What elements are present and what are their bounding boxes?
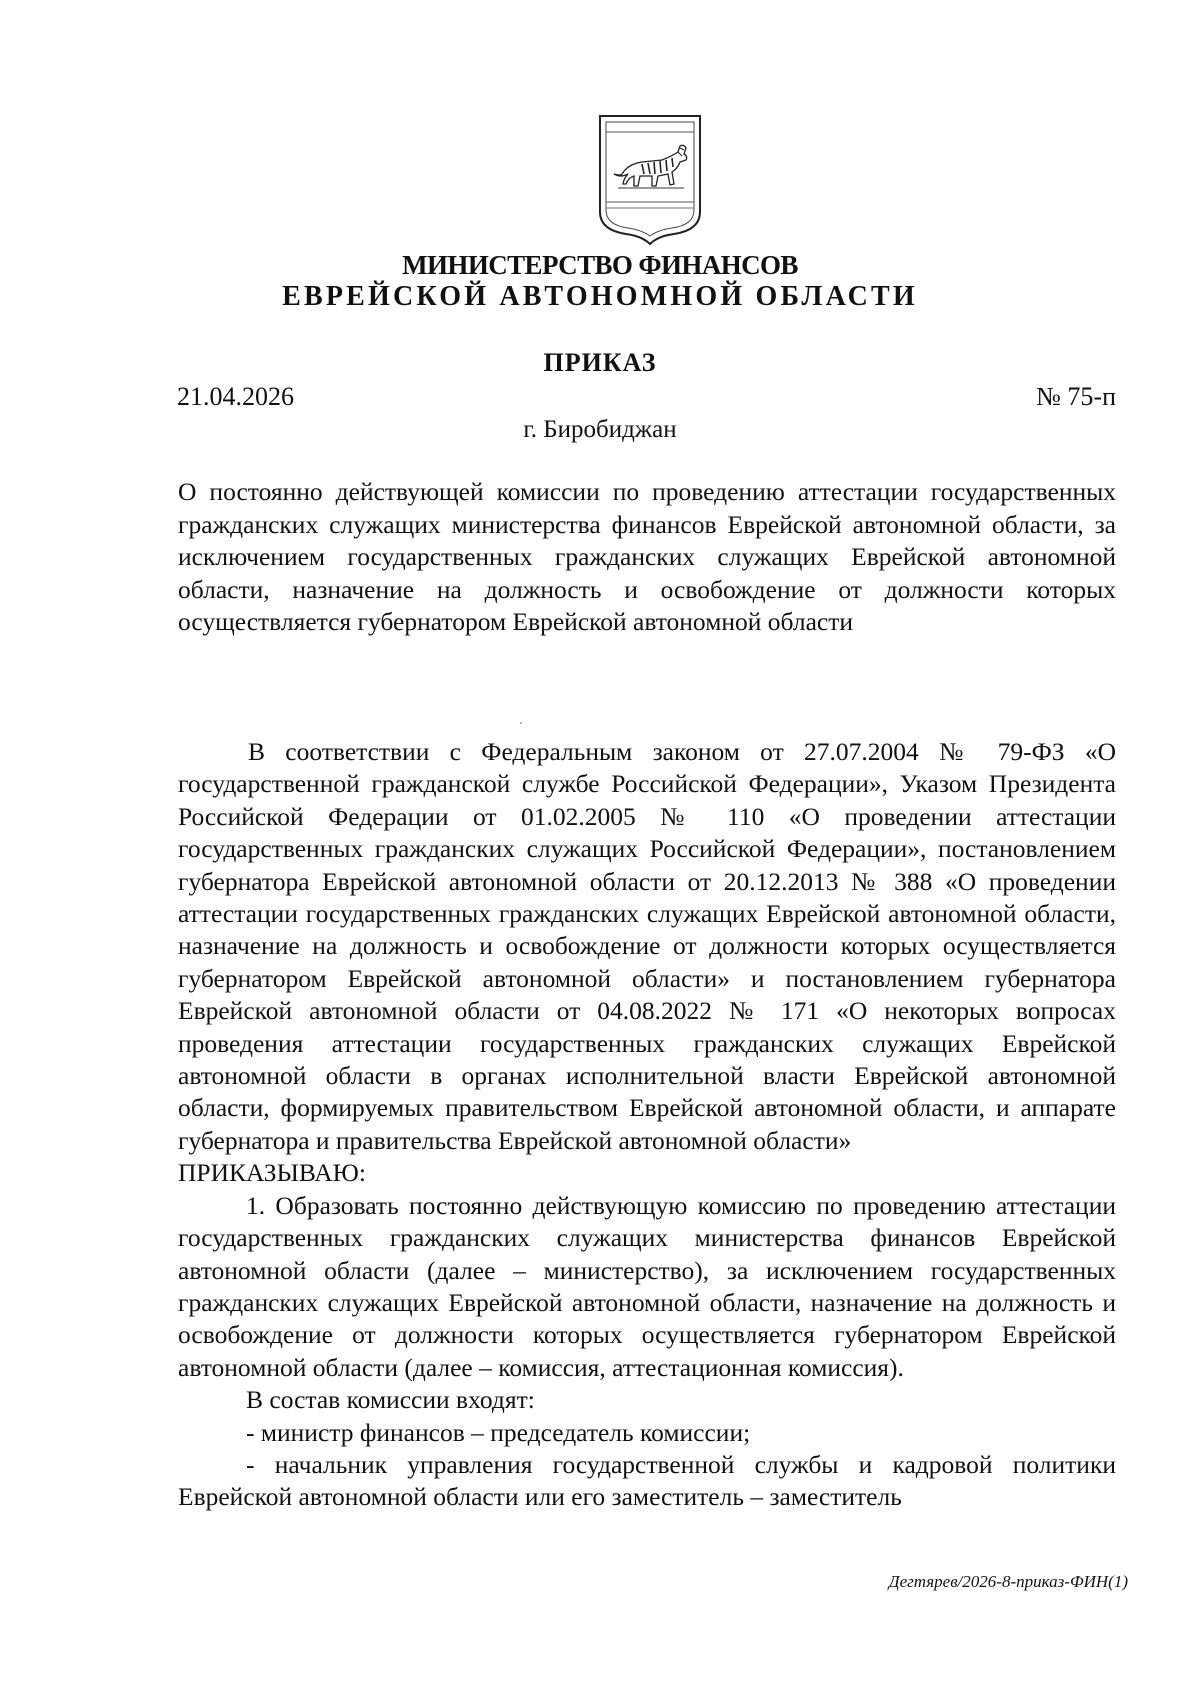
preamble-paragraph: В соответствии с Федеральным законом от 27.07.2004 № 79-ФЗ «О государственной гражданской службе Российской Федерации», Указом Президента Российской Федерации от 01.02.2005 № 110 «О проведении аттестации государственных гражданских служащих Российской Федерации», постановлением губернатора Еврейской автономной области от 20.12.2013 № 388 «О проведении аттестации государственных гражданских служащих Еврейской автономной области, назначение на должность и освобождение от должности которых осуществляется губернатором Еврейской автономной области» и постановлением губернатора Еврейской автономной области от 04.08.2022 № 171 «О некоторых вопросах проведения аттестации государственных гражданских служащих Еврейской автономной области в органах исполнительной власти Еврейской автономной области, формируемых правительством Еврейской автономной области, и аппарате губернатора и правительства Еврейской автономной области» xyxy=(178,737,1116,1155)
coat-of-arms-icon xyxy=(592,112,708,248)
ministry-name-line1: МИНИСТЕРСТВО ФИНАНСОВ xyxy=(402,250,798,280)
commission-member-deputy: - начальник управления государственной службы и кадровой политики Еврейской автономной области или его заместитель – заместитель xyxy=(178,1449,1116,1512)
document-reference-code: Дегтярев/2026-8-приказ-ФИН(1) xyxy=(888,1572,1128,1591)
order-subject: О постоянно действующей комиссии по проведению аттестации государственных гражданских служащих министерства финансов Еврейской автономной области, за исключением государственных гражданских служащих Еврейской автономной области, назначение на должность и освобождение от должности которых осуществляется губернатором Еврейской автономной области xyxy=(178,477,1116,636)
order-word: ПРИКАЗЫВАЮ: xyxy=(178,1158,366,1188)
composition-intro: В состав комиссии входят: xyxy=(246,1385,535,1415)
order-date: 21.04.2026 xyxy=(177,382,294,411)
item-1-paragraph: 1. Образовать постоянно действующую комиссию по проведению аттестации государственных гражданских служащих министерства финансов Еврейской автономной области (далее – министерство), за исключением государственных гражданских служащих Еврейской автономной области, назначение на должность и освобождение от должности которых осуществляется губернатором Еврейской автономной области (далее – комиссия, аттестационная комиссия). xyxy=(178,1190,1116,1382)
document-title: ПРИКАЗ xyxy=(543,348,657,377)
ministry-name-line2: ЕВРЕЙСКОЙ АВТОНОМНОЙ ОБЛАСТИ xyxy=(282,281,918,312)
scan-speck xyxy=(520,722,522,724)
order-body xyxy=(178,736,1116,1514)
order-number: № 75-п xyxy=(1036,382,1116,411)
commission-member-chair: - министр финансов – председатель комиссии; xyxy=(246,1417,751,1447)
order-city: г. Биробиджан xyxy=(523,416,677,443)
